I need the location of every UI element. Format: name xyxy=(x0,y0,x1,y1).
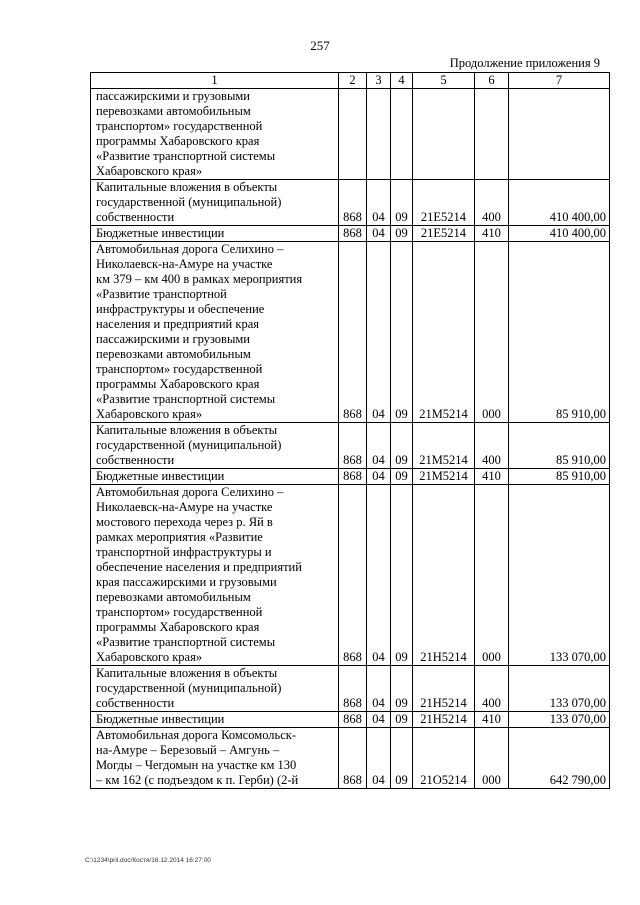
ministry-code-cell: 868 xyxy=(339,226,367,242)
expense-type-cell: 410 xyxy=(475,226,509,242)
section-code-cell: 04 xyxy=(367,485,391,666)
budget-table xyxy=(90,72,610,789)
ministry-code-cell: 868 xyxy=(339,485,367,666)
expense-type-cell: 400 xyxy=(475,666,509,712)
table-row xyxy=(91,469,610,485)
table-header-row xyxy=(91,73,610,89)
section-code-cell: 04 xyxy=(367,226,391,242)
subsection-code-cell xyxy=(391,89,413,180)
row-name-cell: Капитальные вложения в объекты государственной (муниципальной) собственности xyxy=(91,180,339,226)
target-article-cell: 21Н5214 xyxy=(413,666,475,712)
column-header: 6 xyxy=(475,73,509,89)
amount-cell: 133 070,00 xyxy=(509,666,610,712)
section-code-cell: 04 xyxy=(367,242,391,423)
target-article-cell: 21М5214 xyxy=(413,242,475,423)
continuation-label: Продолжение приложения 9 xyxy=(449,56,600,70)
expense-type-cell: 000 xyxy=(475,242,509,423)
amount-cell: 133 070,00 xyxy=(509,712,610,728)
section-code-cell: 04 xyxy=(367,180,391,226)
table-row xyxy=(91,666,610,712)
table-row xyxy=(91,423,610,469)
amount-cell: 85 910,00 xyxy=(509,469,610,485)
ministry-code-cell xyxy=(339,89,367,180)
section-code-cell: 04 xyxy=(367,728,391,789)
column-header: 2 xyxy=(339,73,367,89)
section-code-cell: 04 xyxy=(367,712,391,728)
subsection-code-cell: 09 xyxy=(391,242,413,423)
subsection-code-cell: 09 xyxy=(391,728,413,789)
expense-type-cell: 000 xyxy=(475,485,509,666)
amount-cell: 85 910,00 xyxy=(509,423,610,469)
subsection-code-cell: 09 xyxy=(391,180,413,226)
target-article-cell: 21Е5214 xyxy=(413,180,475,226)
subsection-code-cell: 09 xyxy=(391,666,413,712)
ministry-code-cell: 868 xyxy=(339,469,367,485)
table-row xyxy=(91,712,610,728)
section-code-cell xyxy=(367,89,391,180)
row-name-cell: Автомобильная дорога Селихино – Николаевск-на-Амуре на участке км 379 – км 400 в рамках мероприятия «Развитие транспортной инфраструктуры и обеспечение населения и предприятий края пассажирскими и грузовыми перевозками автомобильным транспортом» государственной программы Хабаровского края «Развитие транспортной системы Хабаровского края» xyxy=(91,242,339,423)
section-code-cell: 04 xyxy=(367,423,391,469)
ministry-code-cell: 868 xyxy=(339,666,367,712)
table-row xyxy=(91,180,610,226)
ministry-code-cell: 868 xyxy=(339,423,367,469)
table-row xyxy=(91,485,610,666)
row-name-cell: Автомобильная дорога Комсомольск- на-Амуре – Березовый – Амгунь – Могды – Чегдомын на участке км 130 – км 162 (с подъездом к п. Герби) (2-й xyxy=(91,728,339,789)
column-header: 4 xyxy=(391,73,413,89)
section-code-cell: 04 xyxy=(367,666,391,712)
expense-type-cell: 000 xyxy=(475,728,509,789)
expense-type-cell xyxy=(475,89,509,180)
column-header: 7 xyxy=(509,73,610,89)
expense-type-cell: 410 xyxy=(475,469,509,485)
subsection-code-cell: 09 xyxy=(391,712,413,728)
column-header: 5 xyxy=(413,73,475,89)
amount-cell: 133 070,00 xyxy=(509,485,610,666)
target-article-cell: 21Е5214 xyxy=(413,226,475,242)
row-name-cell: Капитальные вложения в объекты государственной (муниципальной) собственности xyxy=(91,423,339,469)
subsection-code-cell: 09 xyxy=(391,485,413,666)
subsection-code-cell: 09 xyxy=(391,423,413,469)
expense-type-cell: 410 xyxy=(475,712,509,728)
ministry-code-cell: 868 xyxy=(339,242,367,423)
target-article-cell xyxy=(413,89,475,180)
file-path-footer: C:\1234\pril.doc/Костя/16.12.2014 16:27:00 xyxy=(85,857,211,864)
target-article-cell: 21М5214 xyxy=(413,469,475,485)
row-name-cell: пассажирскими и грузовыми перевозками автомобильным транспортом» государственной программы Хабаровского края «Развитие транспортной системы Хабаровского края» xyxy=(91,89,339,180)
expense-type-cell: 400 xyxy=(475,180,509,226)
row-name-cell: Бюджетные инвестиции xyxy=(91,226,339,242)
subsection-code-cell: 09 xyxy=(391,469,413,485)
amount-cell xyxy=(509,89,610,180)
target-article-cell: 21О5214 xyxy=(413,728,475,789)
ministry-code-cell: 868 xyxy=(339,180,367,226)
row-name-cell: Автомобильная дорога Селихино – Николаевск-на-Амуре на участке мостового перехода через р. Яй в рамках мероприятия «Развитие транспортной инфраструктуры и обеспечение населения и предприятий края пассажирскими и грузовыми перевозками автомобильным транспортом» государственной программы Хабаровского края «Развитие транспортной системы Хабаровского края» xyxy=(91,485,339,666)
target-article-cell: 21Н5214 xyxy=(413,712,475,728)
amount-cell: 85 910,00 xyxy=(509,242,610,423)
row-name-cell: Капитальные вложения в объекты государственной (муниципальной) собственности xyxy=(91,666,339,712)
target-article-cell: 21Н5214 xyxy=(413,485,475,666)
row-name-cell: Бюджетные инвестиции xyxy=(91,469,339,485)
amount-cell: 642 790,00 xyxy=(509,728,610,789)
subsection-code-cell: 09 xyxy=(391,226,413,242)
amount-cell: 410 400,00 xyxy=(509,180,610,226)
amount-cell: 410 400,00 xyxy=(509,226,610,242)
ministry-code-cell: 868 xyxy=(339,728,367,789)
table-row xyxy=(91,728,610,789)
row-name-cell: Бюджетные инвестиции xyxy=(91,712,339,728)
target-article-cell: 21М5214 xyxy=(413,423,475,469)
column-header: 3 xyxy=(367,73,391,89)
page-number: 257 xyxy=(310,38,330,53)
table-row xyxy=(91,242,610,423)
table-row xyxy=(91,226,610,242)
table-row xyxy=(91,89,610,180)
column-header: 1 xyxy=(91,73,339,89)
expense-type-cell: 400 xyxy=(475,423,509,469)
ministry-code-cell: 868 xyxy=(339,712,367,728)
section-code-cell: 04 xyxy=(367,469,391,485)
